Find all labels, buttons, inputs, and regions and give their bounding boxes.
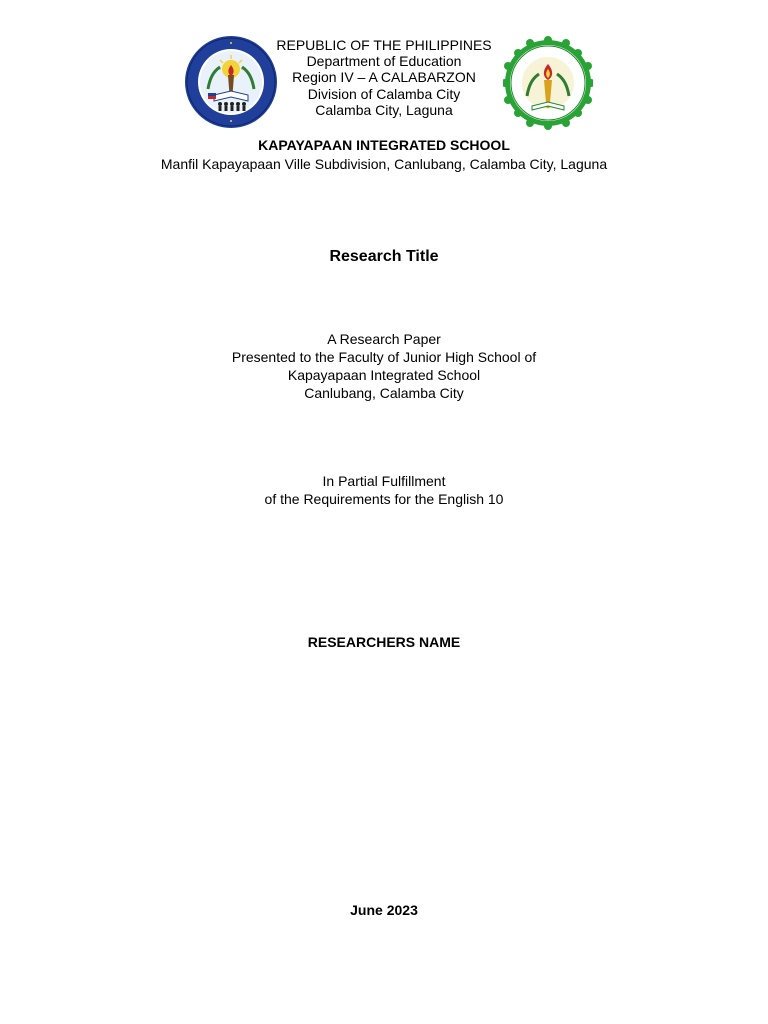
presented-to: Presented to the Faculty of Junior High School of <box>231 349 537 365</box>
school-address: Manfil Kapayapaan Ville Subdivision, Canlubang, Calamba City, Laguna <box>160 156 608 172</box>
fulfillment-line-1: In Partial Fulfillment <box>322 473 446 489</box>
research-title: Research Title <box>329 248 439 265</box>
city-heading: Calamba City, Laguna <box>315 102 453 118</box>
country-heading: REPUBLIC OF THE PHILIPPINES <box>276 37 492 53</box>
paper-type: A Research Paper <box>327 331 441 347</box>
region-heading: Region IV – A CALABARZON <box>292 69 476 85</box>
paper-date: June 2023 <box>350 902 418 918</box>
school-name: KAPAYAPAAN INTEGRATED SCHOOL <box>258 137 510 153</box>
researchers-name: RESEARCHERS NAME <box>307 634 461 650</box>
department-heading: Department of Education <box>306 53 462 69</box>
fulfillment-line-2: of the Requirements for the English 10 <box>264 491 504 507</box>
division-heading: Division of Calamba City <box>307 86 461 102</box>
institution-name: Kapayapaan Integrated School <box>287 367 481 383</box>
institution-location: Canlubang, Calamba City <box>304 385 464 401</box>
